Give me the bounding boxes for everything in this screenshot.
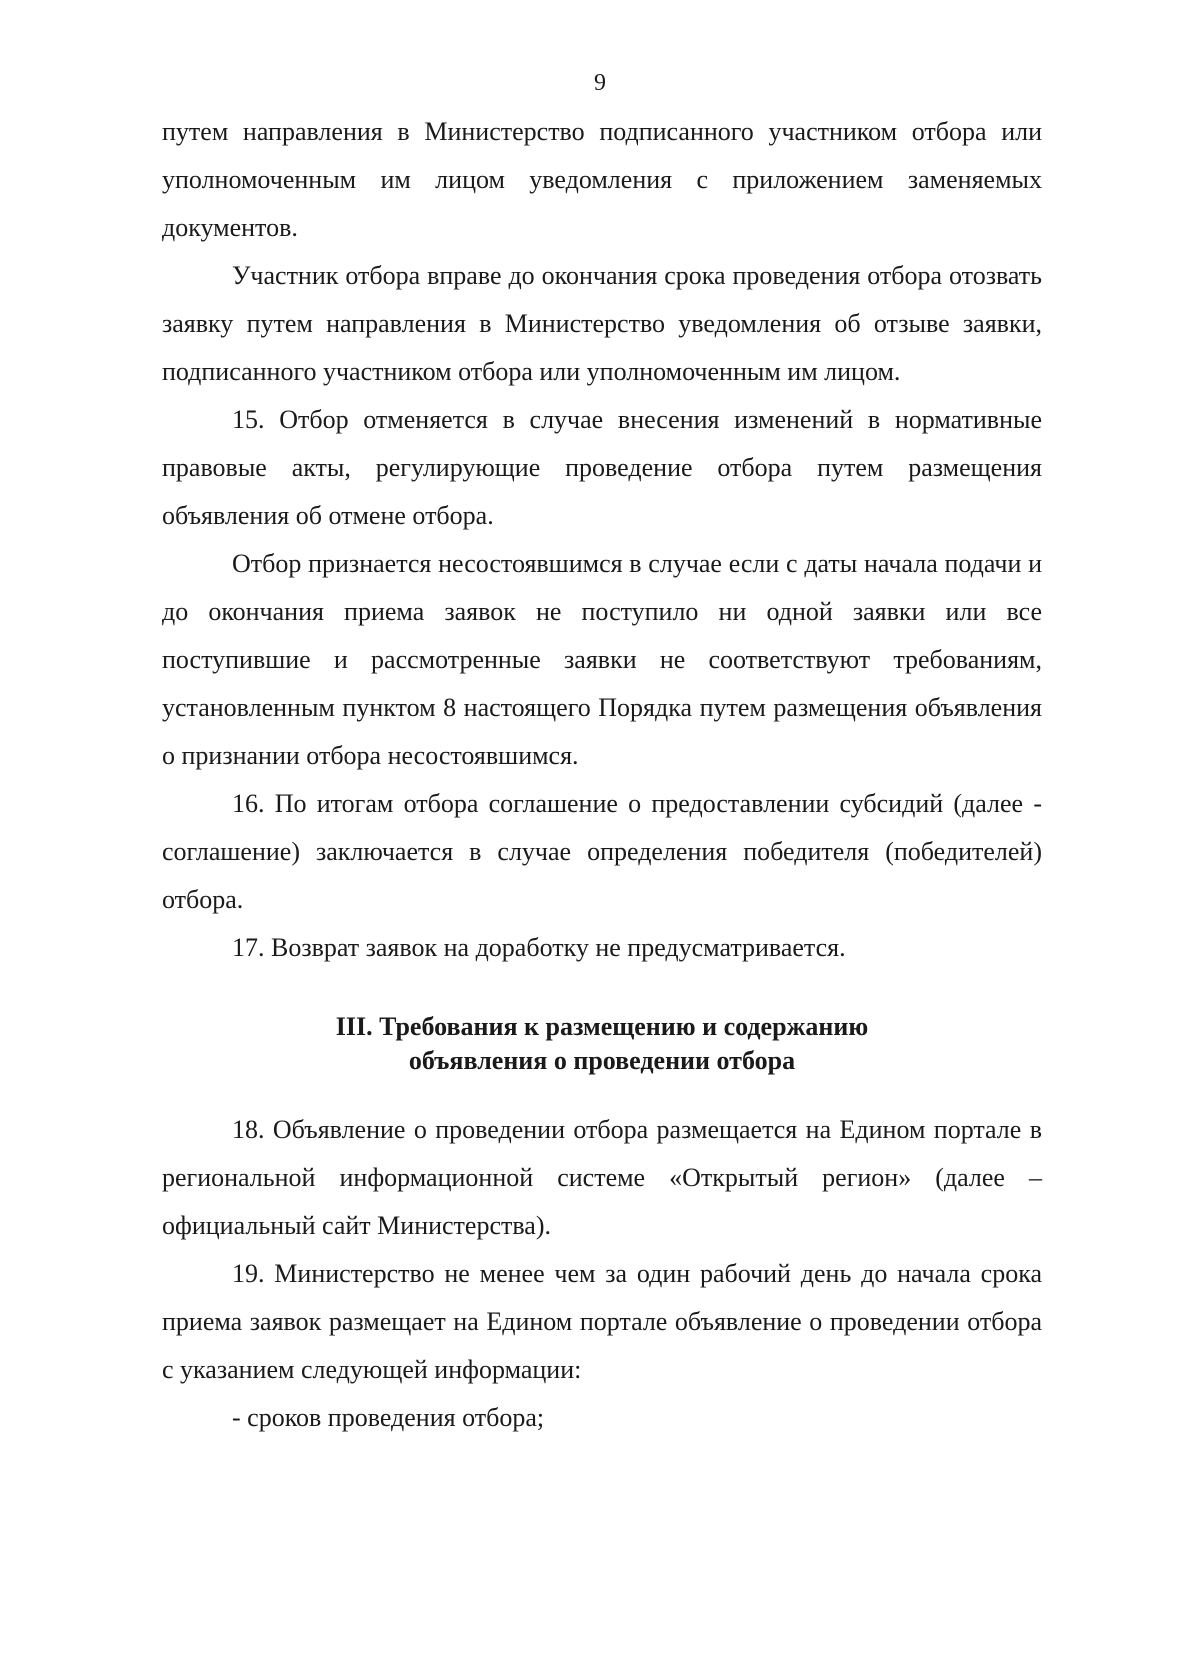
- paragraph-item-15: 15. Отбор отменяется в случае внесения изменений в нормативные правовые акты, регулирующие проведение отбора путем размещения объявления об отмене отбора.: [162, 405, 1042, 530]
- paragraph-continuation: путем направления в Министерство подписанного участником отбора или уполномоченным им лицом уведомления с приложением заменяемых документов.: [162, 117, 1042, 242]
- paragraph-item-18: 18. Объявление о проведении отбора размещается на Едином портале в региональной информационной системе «Открытый регион» (далее – официальный сайт Министерства).: [162, 1115, 1042, 1240]
- paragraph-item-17: 17. Возврат заявок на доработку не предусматривается.: [232, 933, 846, 962]
- section-heading: [162, 1010, 1042, 1078]
- page-number: 9: [594, 70, 606, 96]
- paragraph-withdraw: Участник отбора вправе до окончания срока проведения отбора отозвать заявку путем направления в Министерство уведомления об отзыве заявки, подписанного участником отбора или уполномоченным им лицом.: [162, 261, 1042, 386]
- paragraph-item-16: 16. По итогам отбора соглашение о предоставлении субсидий (далее - соглашение) заключается в случае определения победителя (победителей) отбора.: [162, 789, 1042, 914]
- paragraph-failed-selection: Отбор признается несостоявшимся в случае если с даты начала подачи и до окончания приема заявок не поступило ни одной заявки или все поступившие и рассмотренные заявки не соответствуют требованиям, установленным пунктом 8 настоящего Порядка путем размещения объявления о признании отбора несостоявшимся.: [162, 549, 1042, 770]
- list-item-deadlines: - сроков проведения отбора;: [232, 1403, 545, 1432]
- section-heading-line-2: объявления о проведении отбора: [408, 1046, 796, 1075]
- section-heading-line-1: III. Требования к размещению и содержанию: [335, 1012, 869, 1041]
- document-body: [162, 108, 1042, 1442]
- paragraph-item-19: 19. Министерство не менее чем за один рабочий день до начала срока приема заявок размещает на Едином портале объявление о проведении отбора с указанием следующей информации:: [162, 1259, 1042, 1384]
